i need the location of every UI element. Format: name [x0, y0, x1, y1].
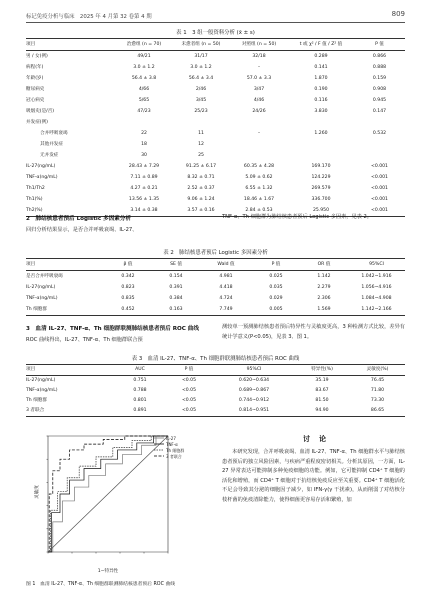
- table-cell: 0.620~0.634: [238, 378, 270, 383]
- section2-left-text: 回归分析结果显示，是否合并呼吸衰竭、IL-27、: [26, 227, 138, 233]
- table-cell: <0.001: [370, 175, 388, 180]
- table-cell: 28.43 ± 7.29: [128, 164, 160, 169]
- table-cell: 2/46: [195, 87, 207, 92]
- roc-legend-swatch: [154, 454, 164, 458]
- table3: [26, 364, 405, 417]
- table-row: [26, 194, 405, 205]
- table-row: [26, 51, 405, 63]
- table-cell: Th1(%): [26, 197, 43, 202]
- table-cell: 336.700: [311, 197, 331, 202]
- table-cell: 5/65: [138, 98, 150, 103]
- page-number: 809: [391, 10, 405, 18]
- table-cell: 0.532: [372, 131, 387, 136]
- table-cell: 83.67: [315, 388, 329, 393]
- table-cell: IL-27(ng/mL): [26, 378, 56, 383]
- table-cell: 2.306: [317, 296, 331, 301]
- table1-col-header: 治愈组 (n = 70): [116, 39, 172, 51]
- table-cell: 56.4 ± 3.4: [188, 76, 214, 81]
- table-cell: 1.260: [314, 131, 328, 136]
- table-cell: 2.279: [317, 285, 331, 290]
- table-cell: 60.35 ± 4.28: [243, 164, 275, 169]
- table-cell: 3 者联合: [26, 406, 116, 417]
- table2-col-header: P 值: [252, 259, 300, 271]
- table-cell: 0.891: [116, 406, 164, 417]
- table-cell: 91.25 ± 6.17: [185, 164, 217, 169]
- table3-caption: 表 3 血清 IL-27、TNF-α、Th 细胞群联测肺结核患者预后 ROC 曲线: [131, 356, 300, 362]
- table-cell: [288, 139, 354, 150]
- table-cell: 76.45: [370, 378, 385, 383]
- table-cell: 9.06 ± 1.24: [187, 197, 215, 202]
- table2-col-header: 项目: [26, 259, 104, 271]
- table-cell: 1.569: [300, 304, 348, 316]
- table3-col-header: 项目: [26, 365, 116, 376]
- table-cell: 0.814~0.951: [214, 406, 294, 417]
- table-cell: 吸烟史(是/否): [26, 109, 55, 114]
- table-cell: 3.830: [314, 109, 328, 114]
- table-cell: [116, 117, 172, 128]
- table-cell: 30: [141, 153, 147, 158]
- table-cell: TNF-α(ng/mL): [26, 388, 58, 393]
- table-cell: 22: [141, 131, 147, 136]
- table-row: [26, 73, 405, 84]
- table-cell: 0.751: [133, 378, 147, 383]
- table-cell: 0.035: [269, 285, 283, 290]
- roc-legend-swatch: [154, 436, 164, 440]
- table-cell: 49/21: [137, 54, 151, 59]
- table2: [26, 258, 405, 316]
- table-cell: 0.163: [152, 304, 200, 316]
- table2-col-header: SE 值: [152, 259, 200, 271]
- section2-right-text: TNF-α、Th 细胞群为肺结核患者预后 Logistic 多因素，见表 2。: [222, 214, 372, 220]
- section3-left-text: ROC 曲线得出，IL-27、TNF-α、Th 细胞群联合预: [26, 337, 143, 343]
- table-cell: 4.724: [219, 296, 233, 301]
- table-cell: 3.0 ± 1.2: [190, 65, 212, 70]
- table-row: [26, 117, 405, 128]
- table-cell: 0.342: [121, 274, 135, 279]
- table-cell: 6.55 ± 1.32: [245, 186, 273, 191]
- table1-header-row: [26, 39, 405, 51]
- roc-legend-label: TNF-α: [166, 442, 178, 447]
- table-cell: 56.4 ± 3.8: [131, 76, 157, 81]
- table-cell: 0.025: [269, 274, 283, 279]
- roc-legend-label: 3 者联合: [166, 454, 182, 459]
- table2-col-header: β 值: [104, 259, 152, 271]
- table-cell: 8.32 ± 0.71: [187, 175, 215, 180]
- table3-col-header: 95%CI: [214, 365, 294, 376]
- running-header: [26, 10, 405, 22]
- table-cell: 25/23: [194, 109, 208, 114]
- table-cell: Th1/Th2: [26, 186, 45, 191]
- table1-col-header: 项目: [26, 39, 116, 51]
- table-cell: 4/66: [138, 87, 150, 92]
- table1-col-header: t 或 χ² / F 值 / Z² 值: [288, 39, 354, 51]
- table-cell: <0.05: [181, 378, 197, 383]
- table-cell: 0.689~0.867: [238, 388, 270, 393]
- table-cell: 年龄(岁): [26, 76, 44, 81]
- table-row: [26, 282, 405, 293]
- table1: [26, 38, 405, 217]
- table-cell: TNF-α(ng/mL): [26, 296, 58, 301]
- table-cell: <0.05: [164, 406, 214, 417]
- table-cell: <0.05: [181, 398, 197, 403]
- table-cell: 13.56 ± 1.35: [128, 197, 160, 202]
- table-cell: 4.981: [219, 274, 233, 279]
- table-cell: 0.384: [169, 296, 183, 301]
- table-row: [26, 62, 405, 73]
- table-cell: 无并发症: [40, 153, 59, 158]
- roc-legend: [154, 436, 184, 460]
- roc-legend-label: Th 细胞群: [166, 448, 185, 453]
- roc-xlabel: 1−特异性: [97, 569, 119, 574]
- table-cell: 18: [141, 142, 147, 147]
- table-cell: 32/18: [252, 54, 266, 59]
- table-cell: 24/26: [252, 109, 266, 114]
- table-cell: <0.05: [181, 388, 197, 393]
- table-row: [26, 183, 405, 194]
- table-cell: 0.190: [314, 87, 328, 92]
- table-row: [26, 106, 405, 117]
- table-row: [26, 95, 405, 106]
- table2-header-row: [26, 259, 405, 271]
- table-cell: 0.744~0.912: [238, 398, 270, 403]
- table-cell: TNF-α(ng/mL): [26, 175, 58, 180]
- table-cell: 35.19: [315, 378, 329, 383]
- figure1: [26, 426, 212, 576]
- table-cell: IL-27(ng/mL): [26, 285, 56, 290]
- table-cell: 71.80: [370, 388, 385, 393]
- table-cell: 0.823: [121, 285, 135, 290]
- table-cell: [288, 117, 354, 128]
- table-cell: 1.056~4.916: [361, 285, 392, 290]
- table-cell: 0.391: [169, 285, 183, 290]
- table-cell: 是否合并呼吸衰竭: [26, 274, 63, 279]
- table-cell: 1.042~1.916: [361, 274, 392, 279]
- table-cell: 269.579: [311, 186, 331, 191]
- table-cell: 4/46: [253, 98, 265, 103]
- table-cell: 0.908: [372, 87, 387, 92]
- table-cell: 0.888: [372, 65, 387, 70]
- table-cell: 1.142: [317, 274, 331, 279]
- table-cell: 0.788: [133, 388, 147, 393]
- discussion-heading: 讨 论: [303, 435, 327, 443]
- table-cell: 12: [198, 142, 204, 147]
- table-cell: <0.001: [370, 164, 388, 169]
- table-row: [26, 139, 405, 150]
- table-cell: 86.65: [350, 406, 405, 417]
- table-cell: [230, 139, 288, 150]
- table-cell: 0.452: [104, 304, 152, 316]
- section3-right-text: 测较单一预测肺结核患者预后特异性与灵敏度更高，3 种检测方式比较，差异有统计学意义(P<0.05)，见表 3、图 1。: [222, 324, 405, 340]
- table-cell: 其他并发症: [40, 142, 63, 147]
- table3-col-header: 灵敏度(%): [350, 365, 405, 376]
- table-cell: Th2(%): [26, 205, 116, 217]
- table-row: [26, 406, 405, 417]
- table-cell: 4.418: [219, 285, 233, 290]
- table-row: [26, 386, 405, 396]
- table-cell: 糖尿病史: [26, 87, 45, 92]
- table-cell: [230, 117, 288, 128]
- table-cell: 0.945: [372, 98, 387, 103]
- table1-caption: 表 1 3 组一般资料分析 (x̄ ± s): [176, 30, 255, 36]
- table1-col-header: 未愈者组 (n = 50): [172, 39, 230, 51]
- header-rule: [26, 22, 405, 23]
- table-cell: <0.001: [370, 186, 388, 191]
- table-cell: 11: [198, 131, 204, 136]
- table-cell: 0.005: [252, 304, 300, 316]
- table3-header-row: [26, 365, 405, 376]
- table-cell: 男 / 女(例): [26, 54, 48, 59]
- table-row: [26, 172, 405, 183]
- table-cell: 94.90: [294, 406, 350, 417]
- table-cell: 1.084~4.908: [361, 296, 392, 301]
- table-cell: 3/45: [195, 98, 207, 103]
- table-cell: 3.0 ± 1.2: [133, 65, 155, 70]
- table-cell: Th 细胞群: [26, 304, 104, 316]
- roc-legend-label: IL-27: [166, 436, 176, 441]
- table-cell: 0.141: [314, 65, 328, 70]
- table-cell: 31/17: [194, 54, 208, 59]
- table-cell: 3.57 ± 0.16: [172, 205, 230, 217]
- table-cell: [354, 117, 405, 128]
- table-cell: 0.835: [121, 296, 135, 301]
- table2-caption: 表 2 肺结核患者预后 Logistic 多因素分析: [163, 250, 268, 256]
- table-cell: Th 细胞群: [26, 398, 47, 403]
- table-cell: <0.001: [370, 197, 388, 202]
- table-cell: 并发症(例): [26, 120, 48, 125]
- table-cell: –: [257, 65, 261, 70]
- table-cell: 冠心病史: [26, 98, 45, 103]
- table-cell: 合并呼吸衰竭: [40, 131, 68, 136]
- table-cell: 73.30: [370, 398, 385, 403]
- table-row: [26, 293, 405, 304]
- table3-col-header: AUC: [116, 365, 164, 376]
- table-row: [26, 128, 405, 139]
- table-row: [26, 304, 405, 316]
- table3-col-header: 特异性(%): [294, 365, 350, 376]
- table-cell: 2.84 ± 0.53: [230, 205, 288, 217]
- table-cell: 124.229: [311, 175, 331, 180]
- section3-heading: 3 血清 IL-27、TNF-α、Th 细胞群联测肺结核患者预后 ROC 曲线: [26, 326, 199, 332]
- table-cell: 0.289: [314, 54, 328, 59]
- table-row: [26, 271, 405, 283]
- roc-legend-swatch: [154, 442, 164, 446]
- discussion-text: 本研究发现，合并呼吸衰竭、血清 IL-27、TNF-α、Th 细胞群水平与肺结核患者预后的独立风险因素，与疾病严重程度密切相关。分析其原因，一方面，IL-27 异常表达可能抑制多种免疫细胞的功能。例如，它可能抑制 CD4⁺ T 细胞的活化和增殖，而 CD4⁺ T 细胞对于抗结核免疫反应至关重要。CD4⁺ T 细胞活化不足会导致其分泌的细胞因子减少，如 IFN-γ(γ 干扰素)，从而削弱了对结核分枝杆菌的免疫清除能力，使得细菌更容易存活和繁殖，加: [222, 449, 405, 503]
- table-cell: [354, 150, 405, 161]
- table-cell: IL-27(ng/mL): [26, 164, 56, 169]
- table-cell: 5.09 ± 0.62: [245, 175, 273, 180]
- table-cell: 81.50: [315, 398, 329, 403]
- table-cell: –: [257, 131, 261, 136]
- table-cell: 0.147: [372, 109, 387, 114]
- table-row: [26, 150, 405, 161]
- table1-col-header: 对照组 (n = 50): [230, 39, 288, 51]
- table-cell: 3/47: [253, 87, 265, 92]
- table-cell: 3.14 ± 0.38: [116, 205, 172, 217]
- table2-col-header: OR 值: [300, 259, 348, 271]
- table-cell: 25.950: [288, 205, 354, 217]
- table-cell: 57.0 ± 3.3: [246, 76, 272, 81]
- roc-legend-item: [154, 454, 184, 460]
- table-cell: 0.866: [372, 54, 387, 59]
- table2-col-header: 95%CI: [348, 259, 405, 271]
- table-cell: 病程(年): [26, 65, 44, 70]
- table-cell: 2.52 ± 0.37: [187, 186, 215, 191]
- table3-col-header: P 值: [164, 365, 214, 376]
- table-cell: 47/23: [137, 109, 151, 114]
- table-row: [26, 84, 405, 95]
- table-cell: [354, 139, 405, 150]
- table-cell: 0.801: [133, 398, 147, 403]
- table-cell: 1.870: [314, 76, 328, 81]
- table-cell: 25: [198, 153, 204, 158]
- table-row: [26, 161, 405, 172]
- table-cell: 0.159: [372, 76, 387, 81]
- figure1-caption: 图 1 血清 IL-27、TNF-α、Th 细胞群联测肺结核患者预后 ROC 曲线: [26, 582, 176, 587]
- section2-heading: 2 肺结核患者预后 Logistic 多因素分析: [26, 216, 132, 222]
- table-cell: 1.142~2.166: [348, 304, 405, 316]
- table-cell: 4.27 ± 0.21: [130, 186, 158, 191]
- journal-info: 标记免疫分析与临床 2025 年 4 月第 32 卷第 4 期: [26, 14, 152, 20]
- table-cell: 18.46 ± 1.67: [243, 197, 275, 202]
- table-cell: [172, 117, 230, 128]
- table-cell: 7.11 ± 0.89: [130, 175, 158, 180]
- table1-col-header: P 值: [354, 39, 405, 51]
- table-cell: 0.029: [269, 296, 283, 301]
- roc-ylabel: 灵敏度: [35, 485, 40, 499]
- table-cell: [230, 150, 288, 161]
- table2-col-header: Wald 值: [200, 259, 252, 271]
- table-cell: 0.154: [169, 274, 183, 279]
- table-cell: 0.116: [314, 98, 328, 103]
- table-row: [26, 396, 405, 406]
- table-row: [26, 376, 405, 387]
- table-cell: <0.001: [354, 205, 405, 217]
- table-cell: 169.170: [311, 164, 331, 169]
- roc-legend-swatch: [154, 448, 164, 452]
- table-cell: [288, 150, 354, 161]
- table-cell: 7.749: [200, 304, 252, 316]
